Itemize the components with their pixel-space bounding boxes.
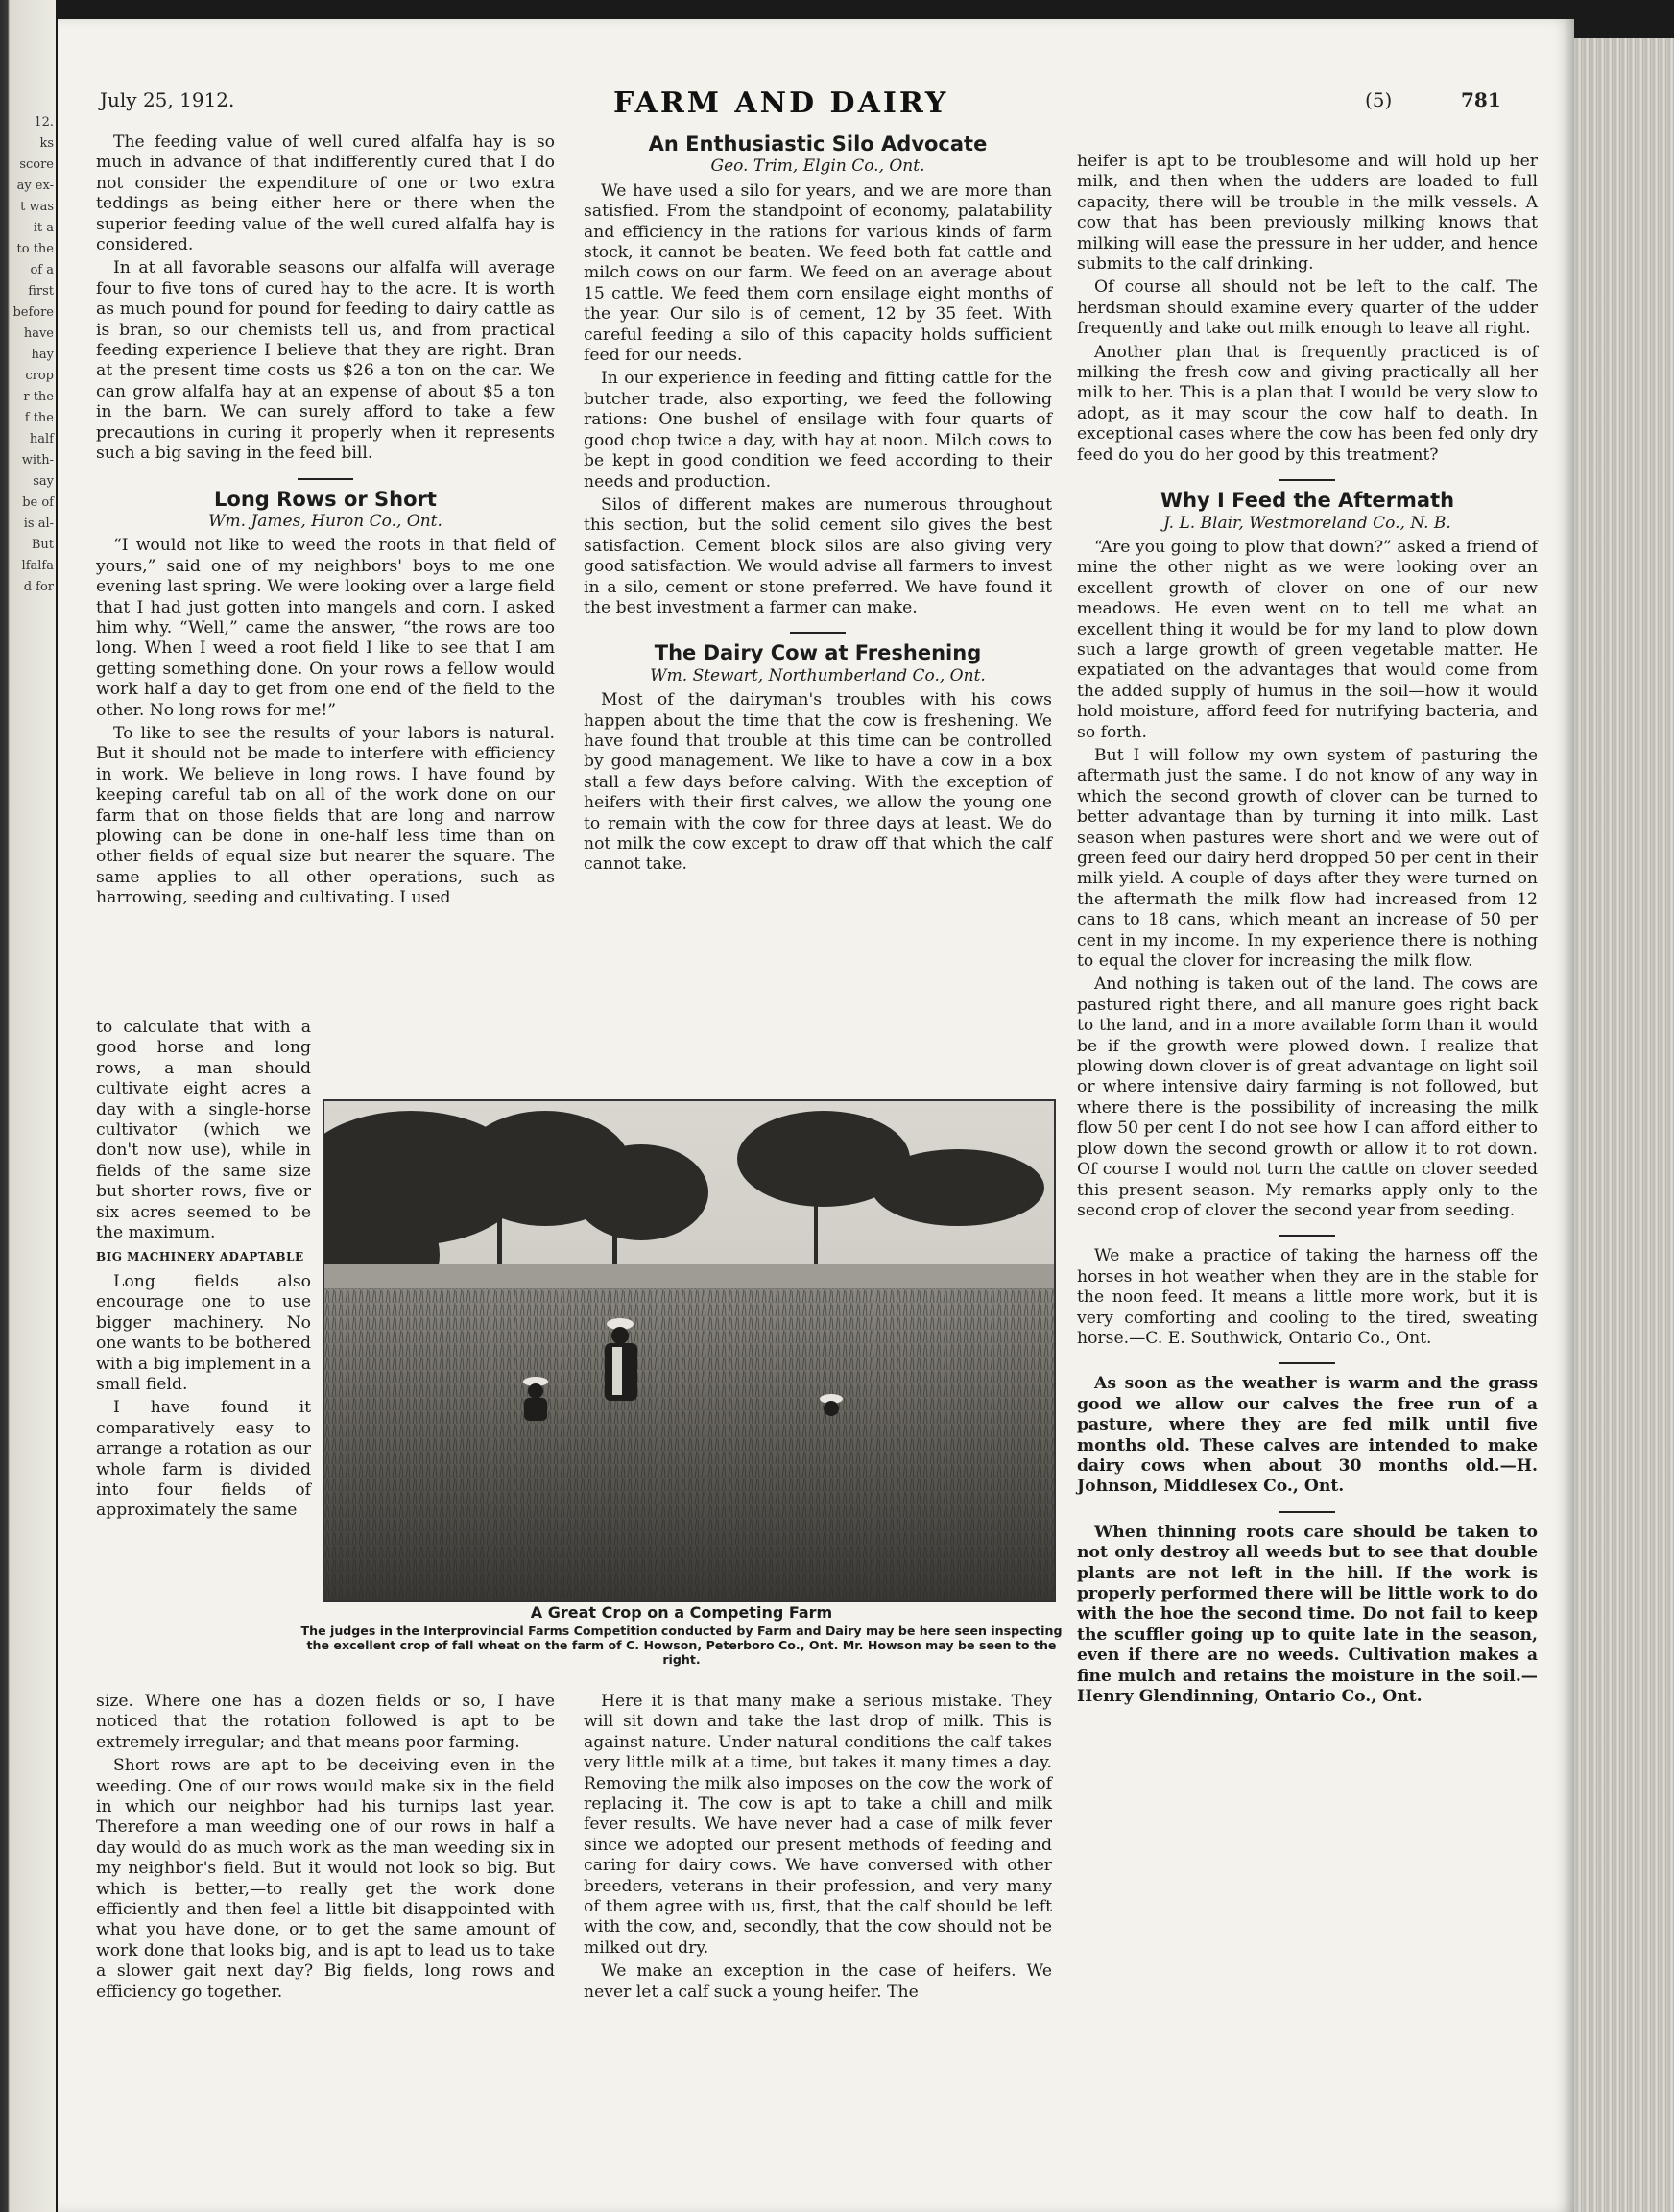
article-byline: Geo. Trim, Elgin Co., Ont. [710,156,925,177]
paragraph: In our experience in feeding and fitting cattle for the butcher trade, also exporting, we feed the following rations: One bushel of ensilage with four quarts of good chop twice a day, with hay at noon. Milch cows to be kept in good condition we feed according to their needs and production. [584,369,1052,492]
newspaper-page [58,19,1574,2212]
column-1-bottom [96,1692,555,2006]
paragraph: I have found it comparatively easy to arrange a rotation as our whole farm is divided into four fields of approximately the same [96,1398,311,1521]
gutter-fragment: say [33,474,54,489]
note-roots: When thinning roots care should be taken to not only destroy all weeds but to see that double plants are not left in the hill. If the work is properly performed there will be little work to do with the hoe the second time. Do not fail to keep the scuffler going up to quite late in the season, even if there are no weeds. Cultivation makes a fine mulch and retains the moisture in the soil.—Henry Glendinning, Ontario Co., Ont. [1077,1522,1538,1707]
gutter-fragment: r the [23,390,54,404]
column-2 [584,132,1052,878]
paragraph: We have used a silo for years, and we are more than satisfied. From the standpoint of economy, palatability and efficiency in the rations for various kinds of farm stock, it cannot be beaten. We feed both fat cattle and milch cows on our farm. We feed on an average about 15 cattle. We feed them corn ensilage eight months of the year. Our silo is of cement, 12 by 35 feet. With careful feeding a silo of this capacity holds sufficient feed for our needs. [584,180,1052,366]
paragraph: Short rows are apt to be deceiving even in the weeding. One of our rows would make six in the field in which our neighbor had his turnips last year. Therefore a man weeding one of our rows in half a day would do as much work as the man weeding six in my neighbor's field. But it would not look so big. But which is better,—to really get the work done efficiently and then feel a little bit disappointed with what you have done, or to get the same amount of work done that looks big, and is apt to lead us to take a slower gait next day? Big fields, long rows and efficiency go together. [96,1756,555,2002]
page-edge-stack [1574,38,1674,2212]
wheat-field-photo [323,1099,1056,1602]
gutter-fragment: f the [24,411,54,425]
paragraph: “Are you going to plow that down?” asked a friend of mine the other night as we were looking over an excellent growth of clover on one of our new meadows. He even went on to tell me what an excellent thing it would be for my land to plow down such a large growth of green vegetable matter. He expatiated on the advantages that would come from the added supply of humus in the soil—how it would hold moisture, afford feed for nutrifying bacteria, and so forth. [1077,537,1538,742]
gutter-fragment: first [28,284,54,299]
paragraph: The feeding value of well cured alfalfa hay is so much in advance of that indifferently cured that I do not consider the expenditure of one or two extra teddings as being either here or there when the superior feeding value of the well cured alfalfa hay is considered. [96,132,555,255]
paragraph: But I will follow my own system of pasturing the aftermath just the same. I do not know of any way in which the second growth of clover can be turned to better advantage than by turning it into milk. Last season when pastures were short and we were out of green feed our dairy herd dropped 50 per cent in their milk yield. A couple of days after they were turned on the aftermath the milk flow had increased from 12 cans to 18 cans, which meant an increase of 50 per cent in my income. In my experience there is nothing to equal the clover for increasing the milk flow. [1077,745,1538,972]
gutter-fragment: lfalfa [21,559,54,573]
gutter-fragment: be of [22,495,54,510]
gutter-fragment: d for [23,580,54,594]
paragraph: And nothing is taken out of the land. The cows are pastured right there, and all manure goes right back to the land, and in a more available form than it would be if the growth were plowed down. I realize that plowing down clover is of great advantage on light soil or where intensive dairy farming is not followed, but where there is the possibility of increasing the milk flow 50 per cent I do not see how I can afford either to plow down the second growth or allow it to rot down. Of course I would not turn the cattle on clover seeded this present season. My remarks apply only to the second crop of clover the second year from seeding. [1077,974,1538,1220]
paragraph: Here it is that many make a serious mistake. They will sit down and take the last drop of milk. This is against nature. Under natural conditions the calf takes very little milk at a time, but takes it many times a day. Removing the milk also imposes on the cow the work of replacing it. The cow is apt to take a chill and milk fever results. We have never had a case of milk fever since we adopted our present methods of feeding and caring for dairy cows. We have conversed with other breeders, veterans in their profession, and very many of them agree with us, first, that the calf should be left with the cow, and, secondly, that the cow should not be milked out dry. [584,1692,1052,1958]
section-rule [1279,1511,1335,1513]
page-header [100,71,1517,129]
gutter-fragment: to the [16,242,54,256]
section-rule [1279,1362,1335,1364]
column-3 [1077,152,1538,1710]
masthead: FARM AND DAIRY [613,86,949,120]
section-rule [790,632,846,634]
note-harness: We make a practice of taking the harness off the horses in hot weather when they are in the stable for the noon feed. It means a little more work, but it is very comforting and cooling to the tired, sweating horse.—C. E. Southwick, Ontario Co., Ont. [1077,1246,1538,1348]
paragraph: Another plan that is frequently practiced is of milking the fresh cow and giving practically all her milk to her. This is a plan that I would be very slow to adopt, as it may scour the cow half to death. In exceptional cases where the cow has been fed only dry feed do you do her good by this treatment? [1077,342,1538,465]
section-page-number: (5) [1365,88,1393,111]
paragraph: “I would not like to weed the roots in that field of yours,” said one of my neighbors' boys to me one evening last spring. We were looking over a large field that I had just gotten into mangels and corn. I asked him why. “Well,” came the answer, “the rows are too long. When I weed a root field I like to see that I am getting something done. On your rows a fellow would work half a day to get from one end of the field to the other. No long rows for me!” [96,536,555,720]
paragraph: To like to see the results of your labors is natural. But it should not be made to interfere with efficiency in work. We believe in long rows. I have found by keeping careful tab on all of the work done on our farm that on those fields that are long and narrow plowing can be done in one-half less time than on other fields of equal size but nearer the square. The same applies to all other operations, such as harrowing, seeding and cultivating. I used [96,723,555,908]
caption-body: The judges in the Interprovincial Farms Competition conducted by Farm and Dairy may be here seen inspecting the excellent crop of fall wheat on the farm of C. Howson, Peterboro Co., Ont. Mr. Howson may be seen to the right. [300,1623,1063,1667]
gutter-fragment: before [12,305,54,320]
column-1-narrow [96,1018,311,1525]
section-rule [1279,1235,1335,1237]
article-title-long-rows: Long Rows or Short [214,487,437,511]
paragraph: to calculate that with a good horse and long rows, a man should cultivate eight acres a day with a single-horse cultivator (which we don't now use), while in fields of the same size but shorter rows, five or six acres seemed to be the maximum. [96,1018,311,1243]
gutter-fragment: with- [21,453,54,468]
gutter-fragment: it a [33,221,54,235]
gutter-fragment: score [19,157,54,172]
column-2-bottom [584,1692,1052,2006]
section-rule [1279,479,1335,481]
paragraph: Long fields also encourage one to use bigger machinery. No one wants to be bothered with a big implement in a small field. [96,1271,311,1394]
gutter-fragment: crop [25,369,54,383]
article-title-aftermath: Why I Feed the Aftermath [1160,489,1455,513]
paragraph: In at all favorable seasons our alfalfa will average four to five tons of cured hay to the acre. It is worth as much pound for pound for feeding to dairy cattle as is bran, so our chemists tell us, and from practical feeding experience I believe that they are right. Bran at the present time costs us $26 a ton on the car. We can grow alfalfa hay at an expense of about $5 a ton in the barn. We can surely afford to take a few precautions in curing it properly when it represents such a big saving in the feed bill. [96,258,555,464]
paragraph: heifer is apt to be troublesome and will hold up her milk, and then when the udders are loaded to full capacity, there will be trouble in the milk vessels. A cow that has been previously milking knows that milking will ease the pressure in her udder, and hence submits to the calf drinking. [1077,152,1538,275]
gutter-fragment: is al- [23,517,54,531]
gutter-fragment: ay ex- [16,179,54,193]
article-title-silo: An Enthusiastic Silo Advocate [648,132,988,156]
section-rule [298,478,353,480]
gutter-fragment: have [23,326,54,341]
gutter-fragment: ks [39,136,54,151]
photo-caption [288,1603,1075,1667]
folio-number: 781 [1461,88,1501,111]
paragraph: size. Where one has a dozen fields or so, I have noticed that the rotation followed is apt to be extremely irregular; and that means poor farming. [96,1692,555,1752]
paragraph: Of course all should not be left to the calf. The herdsman should examine every quarter of the udder frequently and take out milk enough to leave all right. [1077,277,1538,339]
paragraph: Silos of different makes are numerous throughout this section, but the solid cement silo gives the best satisfaction. Cement block silos are also giving very good satisfaction. We would advise all farmers to invest in a silo, cement or stone preferred. We have found it the best investment a farmer can make. [584,494,1052,617]
article-byline: Wm. Stewart, Northumberland Co., Ont. [650,665,986,685]
article-byline: Wm. James, Huron Co., Ont. [208,511,442,531]
gutter-fragment: 12. [34,115,54,130]
column-1 [96,132,555,912]
adjacent-page-strip [0,0,56,2212]
sidehead: BIG MACHINERY ADAPTABLE [96,1250,304,1264]
gutter-fragment: half [29,432,54,446]
note-calves: As soon as the weather is warm and the grass good we allow our calves the free run of a pasture, where they are fed milk until five months old. These calves are intended to make dairy cows when about 30 months old.—H. Johnson, Middlesex Co., Ont. [1077,1374,1538,1497]
issue-date: July 25, 1912. [100,88,235,111]
article-byline: J. L. Blair, Westmoreland Co., N. B. [1163,513,1451,533]
gutter-fragment: hay [31,348,54,362]
gutter-fragment: But [31,538,54,552]
article-title-freshening: The Dairy Cow at Freshening [654,641,982,665]
paragraph: We make an exception in the case of heifers. We never let a calf suck a young heifer. The [584,1961,1052,2002]
paragraph: Most of the dairyman's troubles with his cows happen about the time that the cow is freshening. We have found that trouble at this time can be controlled by good management. We like to have a cow in a box stall a few days before calving. With the exception of heifers with their first calves, we allow the young one to remain with the cow for three days at least. We do not milk the cow except to draw off that which the calf cannot take. [584,690,1052,875]
gutter-fragment: t was [20,200,54,214]
caption-title: A Great Crop on a Competing Farm [530,1603,833,1622]
gutter-fragment: of a [30,263,54,277]
